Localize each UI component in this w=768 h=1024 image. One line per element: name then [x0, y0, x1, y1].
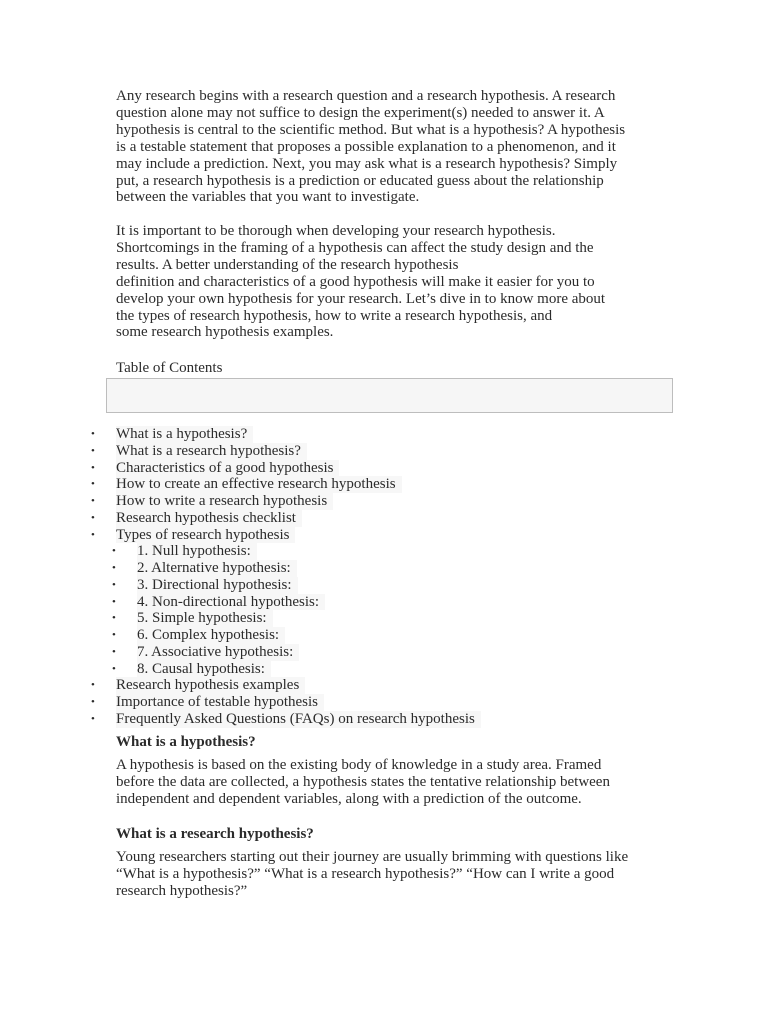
bullet-icon: • [112, 662, 116, 675]
section-body-hypothesis [116, 757, 656, 808]
text-line: Shortcomings in the framing of a hypothesis can affect the study design and the [116, 239, 594, 256]
toc-link[interactable]: 3. Directional hypothesis: [137, 577, 298, 594]
text-line: develop your own hypothesis for your research. Let’s dive in to know more about [116, 290, 606, 307]
intro-paragraph-1 [116, 88, 656, 206]
toc-link[interactable]: 6. Complex hypothesis: [137, 627, 285, 644]
toc-link[interactable]: Research hypothesis examples [116, 677, 305, 694]
bullet-icon: • [91, 478, 95, 491]
text-line: before the data are collected, a hypothesis states the tentative relationship between [116, 773, 610, 790]
toc-link[interactable]: Characteristics of a good hypothesis [116, 460, 339, 477]
text-line: independent and dependent variables, along with a prediction of the outcome. [116, 790, 582, 807]
text-line: “What is a hypothesis?” “What is a research hypothesis?” “How can I write a good [116, 865, 615, 882]
text-line: is a testable statement that proposes a possible explanation to a phenomenon, and it [116, 138, 616, 155]
section-heading-hypothesis: What is a hypothesis? [116, 734, 256, 750]
toc-link[interactable]: How to create an effective research hypothesis [116, 476, 402, 493]
toc-link[interactable]: What is a hypothesis? [116, 426, 253, 443]
toc-link[interactable]: What is a research hypothesis? [116, 443, 307, 460]
bullet-icon: • [91, 712, 95, 725]
text-line: definition and characteristics of a good hypothesis will make it easier for you to [116, 273, 595, 290]
toc-link[interactable]: Frequently Asked Questions (FAQs) on research hypothesis [116, 711, 481, 728]
bullet-icon: • [91, 444, 95, 457]
toc-link[interactable]: How to write a research hypothesis [116, 493, 333, 510]
bullet-icon: • [112, 629, 116, 641]
toc-link[interactable]: 2. Alternative hypothesis: [137, 560, 297, 577]
bullet-icon: • [91, 428, 95, 440]
toc-box [106, 378, 673, 413]
section-body-research-hypothesis [116, 849, 656, 900]
text-line: It is important to be thorough when developing your research hypothesis. [116, 223, 556, 239]
text-line: question alone may not suffice to design the experiment(s) needed to answer it. A [116, 104, 605, 121]
text-line: Young researchers starting out their journey are usually brimming with questions like [116, 849, 629, 865]
bullet-icon: • [112, 545, 116, 558]
toc-link[interactable]: 5. Simple hypothesis: [137, 610, 273, 627]
bullet-icon: • [91, 461, 95, 474]
text-line: research hypothesis?” [116, 882, 248, 899]
toc-link[interactable]: 1. Null hypothesis: [137, 543, 257, 560]
toc-link[interactable]: Research hypothesis checklist [116, 510, 302, 527]
text-line: results. A better understanding of the research hypothesis [116, 256, 459, 273]
bullet-icon: • [112, 645, 116, 658]
text-line: between the variables that you want to investigate. [116, 189, 420, 206]
bullet-icon: • [91, 495, 95, 507]
toc-link[interactable]: 8. Causal hypothesis: [137, 661, 271, 678]
bullet-icon: • [91, 528, 95, 541]
bullet-icon: • [91, 511, 95, 524]
text-line: may include a prediction. Next, you may ask what is a research hypothesis? Simply [116, 155, 618, 172]
text-line: Any research begins with a research question and a research hypothesis. A research [116, 88, 616, 104]
bullet-icon: • [112, 595, 116, 608]
text-line: hypothesis is central to the scientific method. But what is a hypothesis? A hypothesis [116, 121, 626, 138]
bullet-icon: • [112, 612, 116, 625]
intro-paragraph-2 [116, 223, 656, 341]
text-line: some research hypothesis examples. [116, 324, 334, 341]
bullet-icon: • [91, 679, 95, 692]
bullet-icon: • [112, 562, 116, 574]
text-line: A hypothesis is based on the existing body of knowledge in a study area. Framed [116, 757, 602, 773]
text-line: put, a research hypothesis is a prediction or educated guess about the relationship [116, 172, 604, 189]
toc-link[interactable]: 7. Associative hypothesis: [137, 644, 299, 661]
text-line: the types of research hypothesis, how to write a research hypothesis, and [116, 307, 553, 324]
toc-link[interactable]: Types of research hypothesis [116, 527, 295, 544]
toc-title: Table of Contents [116, 360, 223, 376]
bullet-icon: • [112, 578, 116, 591]
toc-link[interactable]: Importance of testable hypothesis [116, 694, 324, 711]
toc-link[interactable]: 4. Non-directional hypothesis: [137, 594, 325, 611]
bullet-icon: • [91, 696, 95, 708]
section-heading-research-hypothesis: What is a research hypothesis? [116, 826, 314, 842]
